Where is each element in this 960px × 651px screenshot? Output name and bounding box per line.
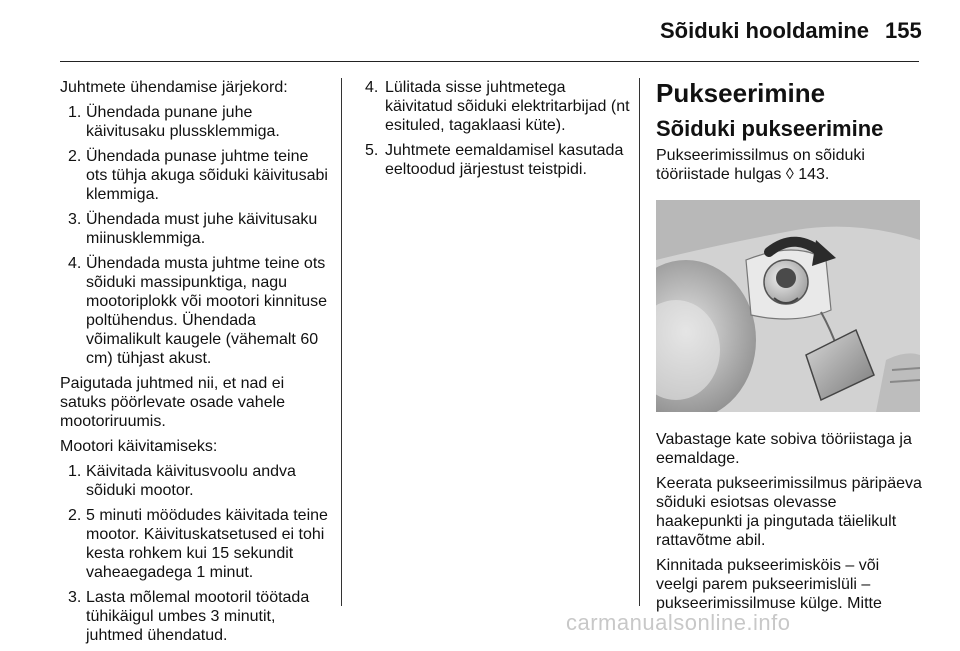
list-item: 4. Ühendada musta juhtme teine ots sõiduki massipunktiga, nagu mootoriplokk või mootori kinnituse poltühendus. Ühendada võimalikult kaugele (vähemalt 60 cm) tühjast akust.: [68, 255, 327, 367]
screw-eye-paragraph: Keerata pukseerimissilmus päripäeva sõiduki esiotsas olevasse haakepunkti ja pingutada täielikult rattavõtme abil.: [656, 475, 922, 549]
section-subheading: Sõiduki pukseerimine: [656, 116, 884, 141]
column-1: [60, 78, 330, 651]
cable-placement-paragraph: Paigutada juhtmed nii, et nad ei satuks pöörlevate osade vahele mootoriruumis.: [60, 375, 286, 430]
connect-order-intro: Juhtmete ühendamise järjekord:: [60, 79, 288, 96]
list-item: 3. Lasta mõlemal mootoril töötada tühikäigul umbes 3 minutit, juhtmed ühendatud.: [68, 589, 310, 644]
list-item: 1. Käivitada käivitusvoolu andva sõiduki mootor.: [68, 463, 296, 499]
list-item: 2. Ühendada punase juhtme teine ots tühja akuga sõiduki käivitusabi klemmiga.: [68, 148, 328, 203]
column-divider-2: [639, 78, 640, 606]
section-heading: Pukseerimine: [656, 78, 826, 108]
connect-steps-list: [60, 103, 330, 368]
list-item: 1. Ühendada punane juhe käivitusaku plussklemmiga.: [68, 104, 280, 140]
page-number: 155: [885, 18, 922, 43]
towing-eye-illustration: [656, 200, 920, 412]
header-divider: [60, 61, 919, 62]
page-reference: 143.: [798, 166, 830, 183]
towing-eye-figure: [656, 200, 920, 412]
list-item: 2. 5 minuti möödudes käivitada teine mootor. Käivituskatsetused ei tohi kesta rohkem kui 15 sekundit vaheaegadega 1 minut.: [68, 507, 328, 581]
page-reference-icon: ◊: [785, 166, 794, 183]
page-header-title: Sõiduki hooldamine: [660, 18, 870, 43]
start-steps-list: [60, 462, 330, 645]
list-item: 4. Lülitada sisse juhtmetega käivitatud sõiduki elektritarbijad (nt esituled, tagaklaasi küte).: [365, 79, 630, 134]
column-3: [656, 78, 922, 619]
start-engine-intro: Mootori käivitamiseks:: [60, 438, 218, 455]
watermark: carmanualsonline.info: [566, 610, 791, 635]
column-2: [355, 78, 633, 185]
list-item: 3. Ühendada must juhe käivitusaku miinusklemmiga.: [68, 211, 318, 247]
list-item: 5. Juhtmete eemaldamisel kasutada eeltoodud järjestust teistpidi.: [365, 142, 624, 178]
column-divider-1: [341, 78, 342, 606]
towing-eye-intro: Pukseerimissilmus on sõiduki tööriistade hulgas ◊ 143.: [656, 147, 865, 183]
attach-rope-paragraph: Kinnitada pukseerimisköis – või veelgi parem pukseerimislüli – pukseerimissilmuse külge. Mitte: [656, 557, 882, 612]
remaining-steps-list: [355, 78, 633, 179]
remove-cover-paragraph: Vabastage kate sobiva tööriistaga ja eemaldage.: [656, 431, 912, 467]
